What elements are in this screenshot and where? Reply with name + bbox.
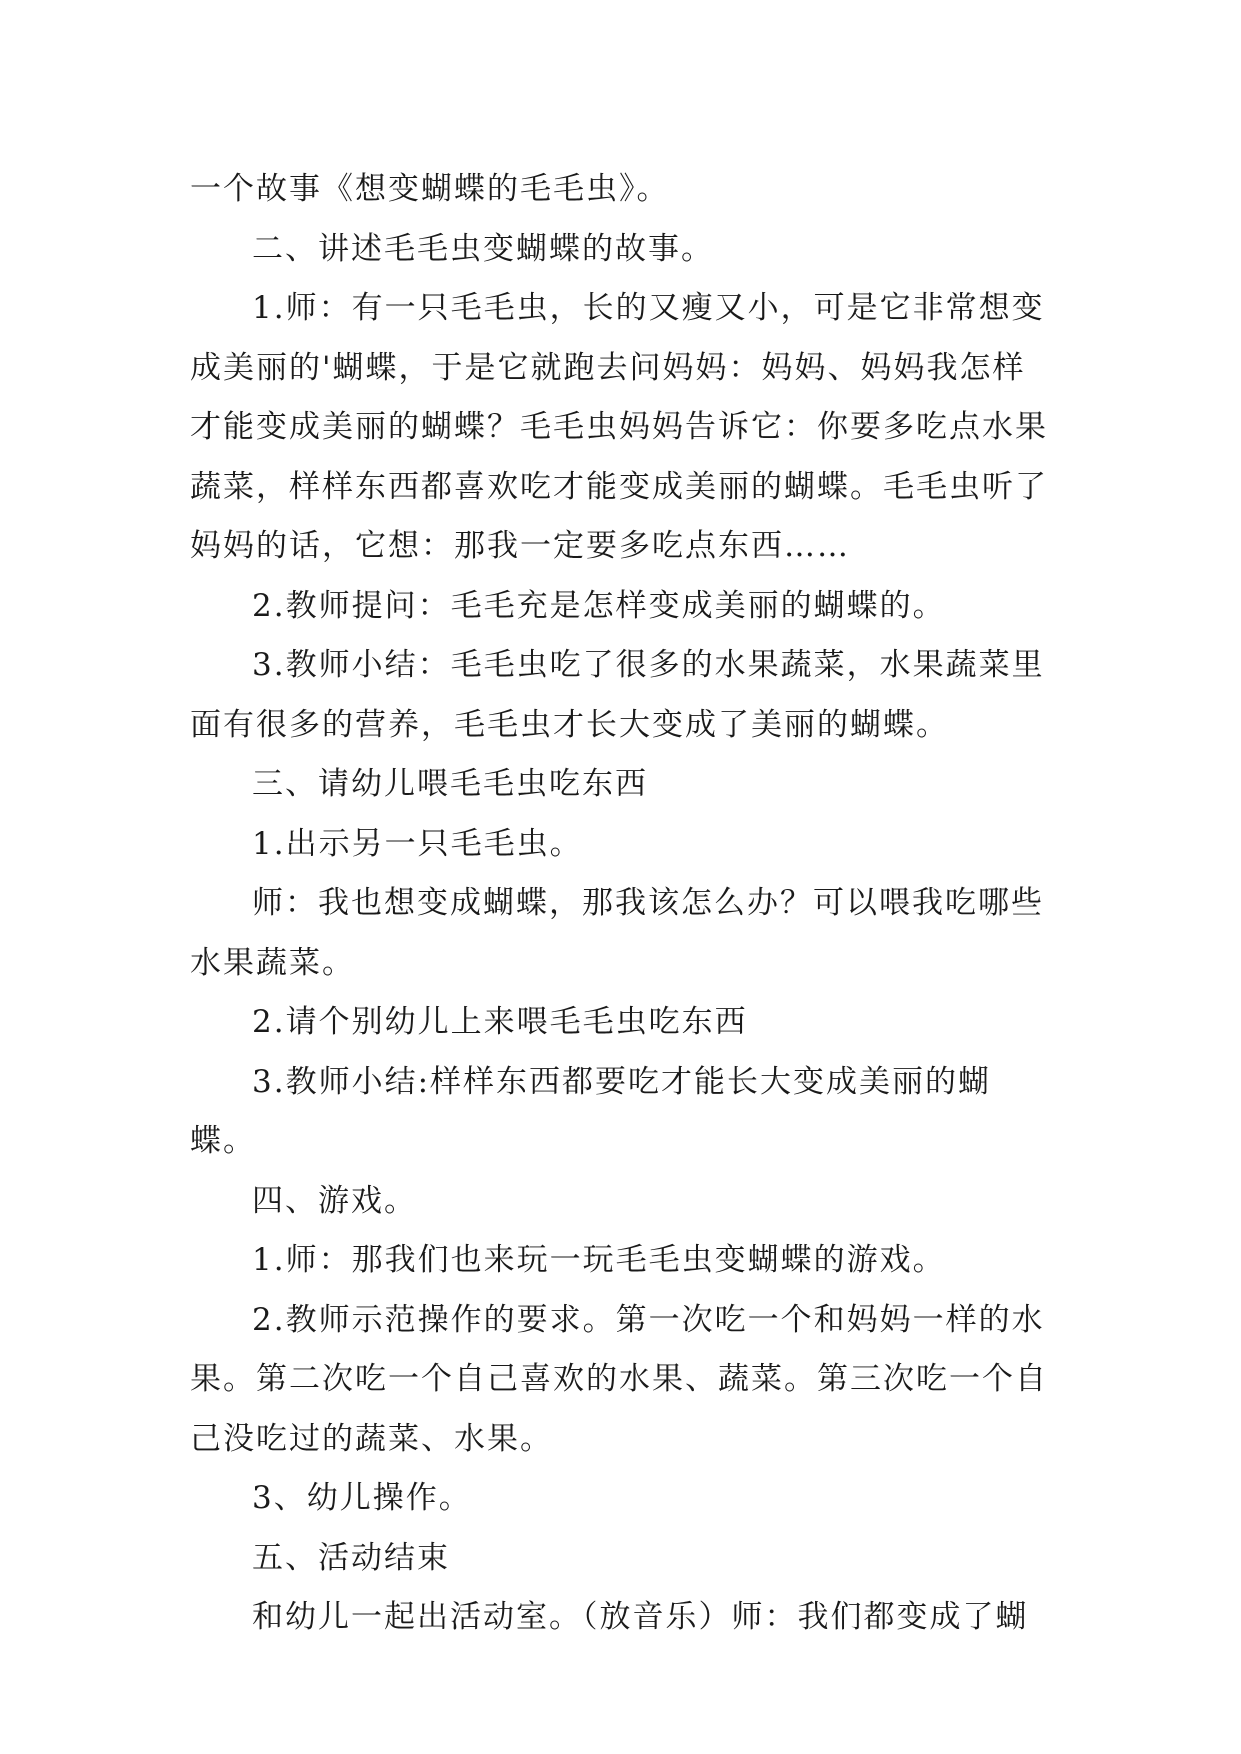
paragraph-13: 2.教师示范操作的要求。第一次吃一个和妈妈一样的水果。第二次吃一个自己喜欢的水果、蔬菜。第三次吃一个自己没吃过的蔬菜、水果。	[190, 1301, 1048, 1457]
document-body	[190, 160, 1052, 1648]
paragraph-16: 和幼儿一起出活动室。（放音乐）师：我们都变成了蝴	[252, 1599, 1029, 1635]
section-heading-3: 三、请幼儿喂毛毛虫吃东西	[252, 766, 648, 802]
paragraph-5: 3.教师小结：毛毛虫吃了很多的水果蔬菜，水果蔬菜里面有很多的营养，毛毛虫才长大变成了美丽的蝴蝶。	[190, 647, 1045, 743]
paragraph-9: 2.请个别幼儿上来喂毛毛虫吃东西	[252, 1004, 748, 1040]
paragraph-4: 2.教师提问：毛毛充是怎样变成美丽的蝴蝶的。	[252, 587, 946, 624]
paragraph-1: 一个故事《想变蝴蝶的毛毛虫》。	[190, 171, 670, 207]
section-heading-2: 二、讲述毛毛虫变蝴蝶的故事。	[252, 230, 714, 267]
section-heading-4: 四、游戏。	[252, 1182, 417, 1219]
paragraph-10: 3.教师小结:样样东西都要吃才能长大变成美丽的蝴蝶。	[190, 1063, 992, 1159]
paragraph-8: 师：我也想变成蝴蝶，那我该怎么办？可以喂我吃哪些水果蔬菜。	[190, 885, 1044, 981]
paragraph-14: 3、幼儿操作。	[252, 1480, 472, 1516]
paragraph-12: 1.师：那我们也来玩一玩毛毛虫变蝴蝶的游戏。	[252, 1242, 946, 1278]
paragraph-7: 1.出示另一只毛毛虫。	[252, 825, 583, 862]
paragraph-3: 1.师：有一只毛毛虫，长的又瘦又小，可是它非常想变成美丽的'蝴蝶，于是它就跑去问妈妈：妈妈、妈妈我怎样才能变成美丽的蝴蝶？毛毛虫妈妈告诉它：你要多吃点水果蔬菜，样样东西都喜欢吃才能变成美丽的蝴蝶。毛毛虫听了妈妈的话，它想：那我一定要多吃点东西……	[190, 290, 1048, 564]
section-heading-5: 五、活动结束	[252, 1539, 450, 1576]
